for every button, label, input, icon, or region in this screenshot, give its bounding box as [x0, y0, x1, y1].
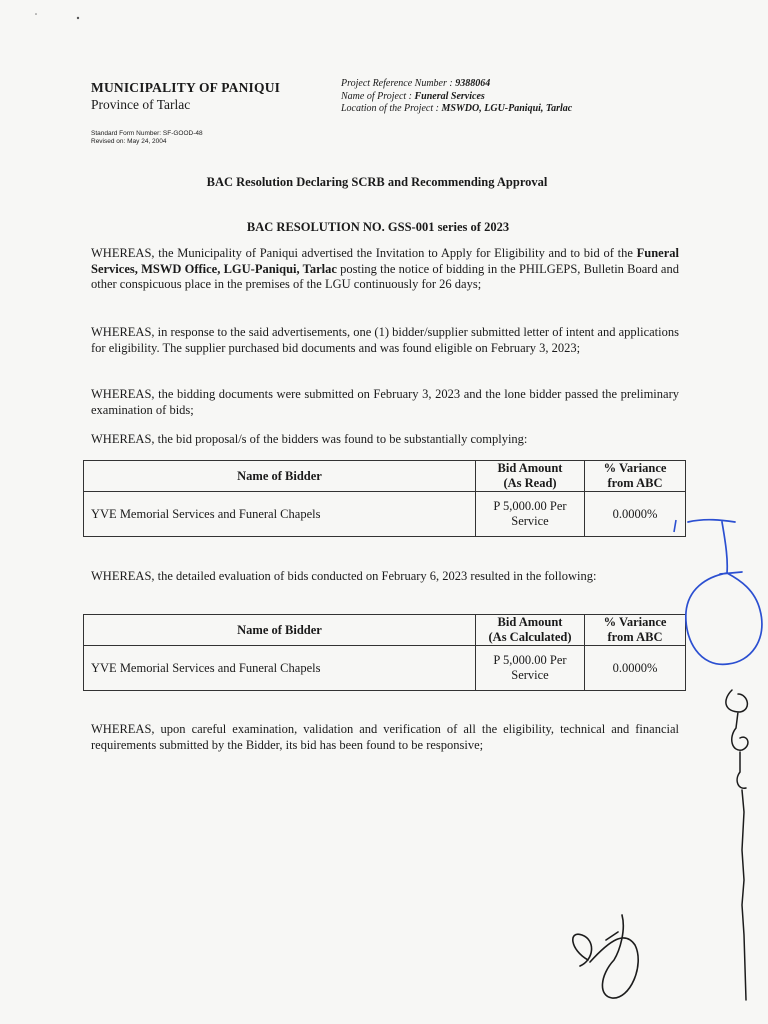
whereas-paragraph-5: WHEREAS, the detailed evaluation of bids conducted on February 6, 2023 resulted in the following: [91, 569, 597, 583]
header-bid-amount-line2: (As Calculated) [488, 630, 572, 644]
header-variance-line1: % Variance [603, 615, 667, 629]
project-location-label: Location of the Project : [341, 103, 439, 114]
header-variance-line2: from ABC [607, 476, 663, 490]
whereas-paragraph-4: WHEREAS, the bid proposal/s of the bidders was found to be substantially complying: [91, 432, 528, 446]
header-variance [585, 615, 686, 646]
municipality-block [91, 80, 280, 113]
cell-bidder-name: YVE Memorial Services and Funeral Chapels [84, 492, 476, 537]
header-bid-amount-line2: (As Read) [503, 476, 557, 490]
form-number: Standard Form Number: SF-GOOD-48 [91, 130, 203, 137]
document-title: BAC Resolution Declaring SCRB and Recommending Approval [206, 175, 548, 189]
project-ref-label: Project Reference Number : [341, 78, 453, 89]
cell-bidder-name: YVE Memorial Services and Funeral Chapels [84, 646, 476, 691]
bid-table-as-calculated [83, 614, 686, 691]
municipality-name: MUNICIPALITY OF PANIQUI [91, 80, 281, 95]
whereas-paragraph-3: WHEREAS, the bidding documents were submitted on February 3, 2023 and the lone bidder passed the preliminary examination of bids; [91, 387, 679, 417]
header-name-of-bidder: Name of Bidder [84, 461, 476, 492]
table-header-row [84, 461, 686, 492]
header-name-of-bidder: Name of Bidder [84, 615, 476, 646]
header-variance-line2: from ABC [607, 630, 663, 644]
cell-variance: 0.0000% [585, 492, 686, 537]
cell-variance: 0.0000% [585, 646, 686, 691]
whereas-paragraph-1 [91, 246, 679, 293]
cell-bid-amount [476, 492, 585, 537]
p1-project-bold: Funeral Services, MSWD Office, LGU-Paniqui, Tarlac [91, 246, 679, 276]
p1-text-c: posting the notice of bidding in the PHILGEPS, Bulletin Board and other conspicuous place in the premises of the LGU continuously for 26 days; [91, 261, 679, 291]
header-bid-amount-line1: Bid Amount [497, 615, 563, 629]
p1-text-a: WHEREAS, the Municipality of Paniqui advertised the Invitation to Apply for Eligibility and to bid of the [91, 246, 637, 260]
project-location-value: MSWDO, LGU-Paniqui, Tarlac [441, 103, 573, 114]
project-name-label: Name of Project : [341, 90, 413, 102]
province-name: Province of Tarlac [91, 97, 191, 112]
header-bid-amount [476, 461, 585, 492]
resolution-number: BAC RESOLUTION NO. GSS-001 series of 2023 [246, 220, 510, 234]
cell-bid-amount-line1: P 5,000.00 Per [493, 653, 567, 667]
whereas-paragraph-6: WHEREAS, upon careful examination, validation and verification of all the eligibility, technical and financial requirements submitted by the Bidder, its bid has been found to be responsive; [91, 722, 679, 752]
project-name-value: Funeral Services [414, 90, 485, 102]
speck-mark [35, 13, 37, 15]
cell-bid-amount-line2: Service [511, 514, 549, 528]
cell-bid-amount-line1: P 5,000.00 Per [493, 499, 567, 513]
black-bottom-initials [573, 915, 638, 998]
header-bid-amount [476, 615, 585, 646]
bid-table-as-read [83, 460, 686, 537]
project-location-line [341, 103, 572, 116]
whereas-paragraph-2: WHEREAS, in response to the said advertisements, one (1) bidder/supplier submitted letter of intent and applications for eligibility. The supplier purchased bid documents and was found eligible on February 3, 2023; [91, 325, 679, 355]
header-variance [585, 461, 686, 492]
blue-initial-signature [686, 520, 762, 665]
form-info [91, 130, 203, 146]
table-row [84, 492, 686, 537]
black-margin-signature [726, 690, 748, 1000]
project-ref-value: 9388064 [455, 78, 491, 89]
cell-bid-amount [476, 646, 585, 691]
table-row [84, 646, 686, 691]
header-bid-amount-line1: Bid Amount [497, 461, 563, 475]
header-variance-line1: % Variance [603, 461, 667, 475]
cell-bid-amount-line2: Service [511, 668, 549, 682]
project-info [341, 78, 572, 116]
project-name-line [341, 91, 572, 104]
revised-date: Revised on: May 24, 2004 [91, 138, 167, 145]
speck-mark [77, 17, 79, 19]
project-ref-line [341, 78, 572, 91]
table-header-row [84, 615, 686, 646]
